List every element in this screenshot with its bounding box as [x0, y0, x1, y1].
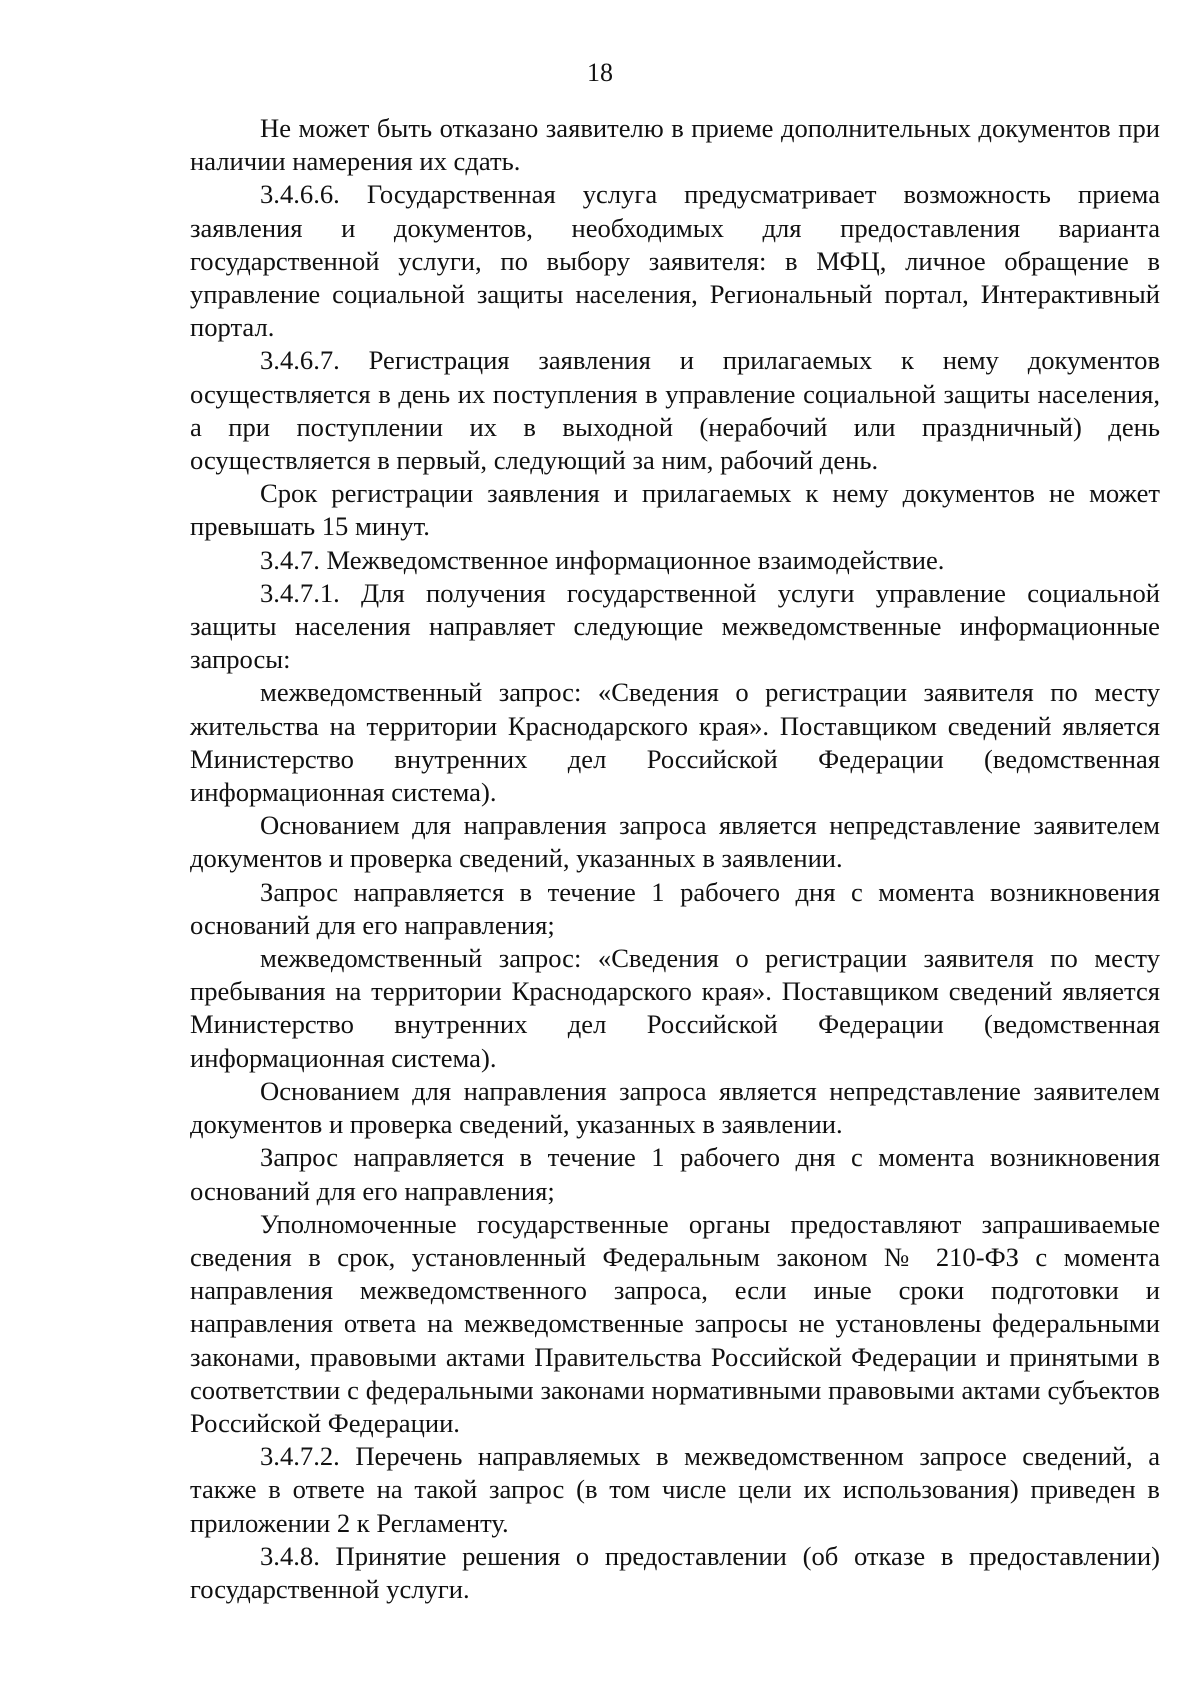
document-body [190, 112, 1160, 1606]
paragraph-request-residence: межведомственный запрос: «Сведения о регистрации заявителя по месту жительства на территории Краснодарского края». Поставщиком сведений является Министерство внутренних дел Российской Федерации (ведомственная информационная система). [190, 677, 1160, 808]
paragraph-request-basis-1: Основанием для направления запроса является непредставление заявителем документов и проверка сведений, указанных в заявлении. [190, 810, 1160, 874]
paragraph-3-4-6-7: 3.4.6.7. Регистрация заявления и прилагаемых к нему документов осуществляется в день их поступления в управление социальной защиты населения, а при поступлении их в выходной (нерабочий или праздничный) день осуществляется в первый, следующий за ним, рабочий день. [190, 345, 1160, 476]
paragraph-3-4-7: 3.4.7. Межведомственное информационное взаимодействие. [260, 544, 945, 575]
paragraph-authorized-bodies: Уполномоченные государственные органы предоставляют запрашиваемые сведения в срок, установленный Федеральным законом № 210-ФЗ с момента направления межведомственного запроса, если иные сроки подготовки и направления ответа на межведомственные запросы не установлены федеральными законами, правовыми актами Правительства Российской Федерации и принятыми в соответствии с федеральными законами нормативными правовыми актами субъектов Российской Федерации. [190, 1208, 1160, 1438]
paragraph-3-4-7-1: 3.4.7.1. Для получения государственной услуги управление социальной защиты населения направляет следующие межведомственные информационные запросы: [190, 577, 1160, 675]
paragraph-3-4-6-6: 3.4.6.6. Государственная услуга предусматривает возможность приема заявления и документов, необходимых для предоставления варианта государственной услуги, по выбору заявителя: в МФЦ, личное обращение в управление социальной защиты населения, Региональный портал, Интерактивный портал. [190, 179, 1160, 343]
paragraph-registration-term: Срок регистрации заявления и прилагаемых к нему документов не может превышать 15 минут. [190, 478, 1160, 542]
paragraph-3-4-8: 3.4.8. Принятие решения о предоставлении (об отказе в предоставлении) государственной услуги. [190, 1540, 1160, 1604]
paragraph-refusal-additional-docs: Не может быть отказано заявителю в приеме дополнительных документов при наличии намерения их сдать. [190, 113, 1160, 177]
page-number: 18 [587, 58, 613, 87]
paragraph-request-basis-2: Основанием для направления запроса является непредставление заявителем документов и проверка сведений, указанных в заявлении. [190, 1075, 1160, 1140]
paragraph-request-timing-2: Запрос направляется в течение 1 рабочего дня с момента возникновения оснований для его направления; [190, 1142, 1160, 1206]
paragraph-request-stay: межведомственный запрос: «Сведения о регистрации заявителя по месту пребывания на территории Краснодарского края». Поставщиком сведений является Министерство внутренних дел Российской Федерации (ведомственная информационная система). [190, 943, 1160, 1073]
paragraph-3-4-7-2: 3.4.7.2. Перечень направляемых в межведомственном запросе сведений, а также в ответе на такой запрос (в том числе цели их использования) приведен в приложении 2 к Регламенту. [190, 1441, 1160, 1538]
paragraph-request-timing-1: Запрос направляется в течение 1 рабочего дня с момента возникновения оснований для его направления; [190, 876, 1160, 940]
